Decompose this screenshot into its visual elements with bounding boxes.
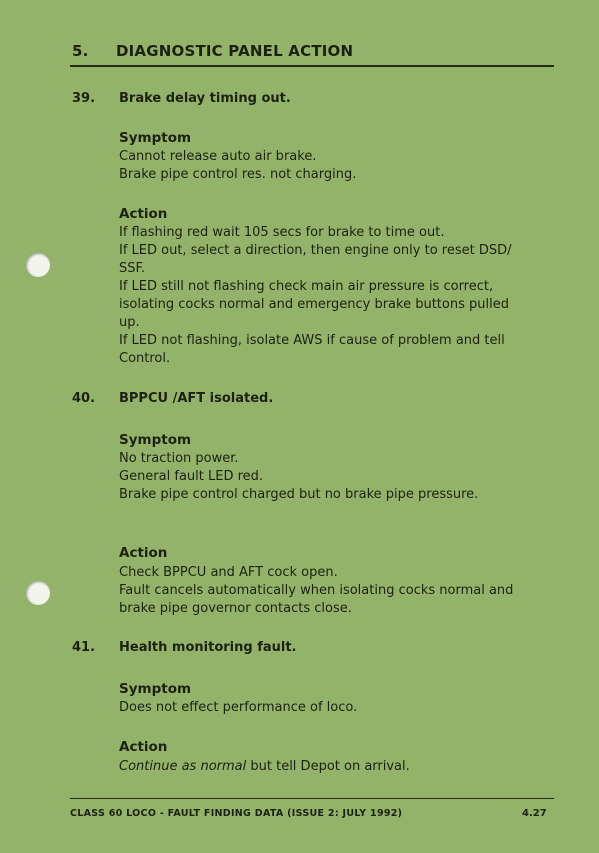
text-line: No traction power. [119,451,239,466]
text-line: Check BPPCU and AFT cock open. [119,565,338,580]
text-line: Does not effect performance of loco. [119,700,358,715]
fault-title: BPPCU /AFT isolated. [119,391,274,406]
symptom-text [119,699,544,717]
text-line: If LED not flashing, isolate AWS if cause of problem and tell [119,333,505,348]
action-heading: Action [119,739,168,755]
action-text [119,564,544,618]
header-rule [70,65,554,67]
text-line: isolating cocks normal and emergency brake buttons pulled [119,297,509,312]
fault-number: 41. [72,640,96,655]
action-text [119,758,544,776]
binder-hole [26,581,50,605]
symptom-heading: Symptom [119,130,192,146]
action-text [119,224,544,368]
section-number: 5. [72,42,89,60]
fault-item-40-heading [72,391,273,406]
symptom-heading: Symptom [119,681,192,697]
text-line: brake pipe governor contacts close. [119,601,352,616]
text-line: Control. [119,351,171,366]
fault-title: Brake delay timing out. [119,91,291,106]
text-line [119,758,544,776]
fault-item-41-heading [72,640,297,655]
text-line: General fault LED red. [119,469,264,484]
symptom-text [119,148,544,184]
binder-hole [26,253,50,277]
fault-title: Health monitoring fault. [119,640,297,655]
fault-item-39-heading [72,91,291,106]
section-heading: DIAGNOSTIC PANEL ACTION [116,42,354,60]
text-line: Cannot release auto air brake. [119,149,317,164]
symptom-text [119,450,544,504]
symptom-heading: Symptom [119,432,192,448]
text-line: Brake pipe control res. not charging. [119,167,357,182]
action-heading: Action [119,545,168,561]
text-line: If flashing red wait 105 secs for brake to time out. [119,225,445,240]
text-line: SSF. [119,261,146,276]
text-line: If LED out, select a direction, then engine only to reset DSD/ [119,243,512,258]
fault-number: 40. [72,391,96,406]
section-title [72,42,552,60]
text-fragment: but tell Depot on arrival. [246,759,410,774]
page-number: 4.27 [522,808,547,819]
text-line: Fault cancels automatically when isolating cocks normal and [119,583,514,598]
italic-phrase: Continue as normal [119,759,247,774]
text-line: Brake pipe control charged but no brake pipe pressure. [119,487,479,502]
action-heading: Action [119,206,168,222]
footer-rule [70,798,554,799]
text-line: If LED still not flashing check main air pressure is correct, [119,279,494,294]
footer-document-title: CLASS 60 LOCO - FAULT FINDING DATA (ISSUE 2: JULY 1992) [70,808,403,819]
text-line: up. [119,315,140,330]
fault-number: 39. [72,91,96,106]
